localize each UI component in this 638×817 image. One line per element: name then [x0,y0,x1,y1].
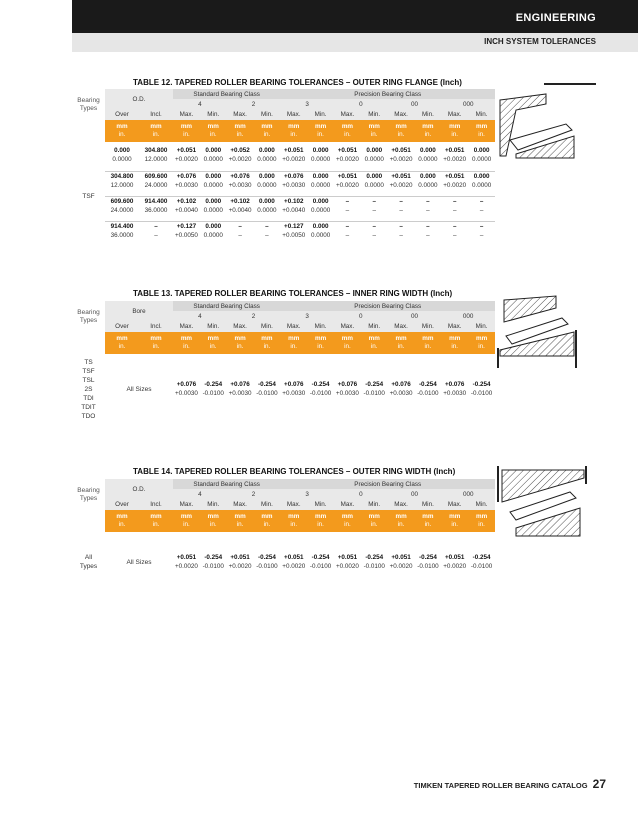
incl-value: – – [139,221,173,246]
class-header: 3 [280,489,334,499]
tolerance-value: +0.051 +0.0020 [174,554,198,570]
incl-value: 609.600 24.0000 [139,171,173,196]
catalog-name: TIMKEN TAPERED ROLLER BEARING CATALOG [413,781,588,790]
tolerance-value: +0.051 +0.0020 [335,554,359,570]
bearing-type: TSF [82,192,95,200]
unit-cell: mm in. [361,332,388,354]
max-header: Max. [227,321,254,332]
class-header: 000 [441,99,495,109]
unit-cell: mm in. [139,332,173,354]
max-header: Max. [173,109,200,120]
unit-cell: mm in. [468,120,495,142]
unit-cell: mm in. [173,332,200,354]
min-header: Min. [414,321,441,332]
tolerance-value: +0.051 +0.0020 [282,147,306,163]
tolerance-value: – – [388,196,415,221]
tolerance-value: -0.254 -0.0100 [256,554,278,570]
min-header: Min. [361,499,388,510]
tolerance-value: -0.254 -0.0100 [363,554,385,570]
unit-cell: mm in. [254,120,281,142]
unit-cell: mm in. [414,510,441,532]
unit-cell: mm in. [361,510,388,532]
unit-cell: mm in. [468,332,495,354]
tolerance-value: +0.127 +0.0050 [173,221,200,246]
tolerance-value: 0.000 0.0000 [200,171,227,196]
class-header: 4 [173,99,227,109]
tolerance-value: – – [468,221,495,246]
table-12-title: TABLE 12. TAPERED ROLLER BEARING TOLERANCES – OUTER RING FLANGE (Inch) [133,78,462,87]
incl-header: Incl. [139,499,173,510]
tolerance-value: 0.000 0.0000 [254,196,281,221]
min-header: Min. [200,109,227,120]
page-footer [414,777,606,791]
table-14 [72,479,495,592]
unit-cell: mm in. [200,120,227,142]
tolerance-value: 0.000 0.0000 [414,171,441,196]
over-value: 304.800 12.0000 [105,171,139,196]
incl-header: Incl. [139,321,173,332]
precision-class-header: Precision Bearing Class [280,479,495,489]
tolerance-value: +0.051 +0.0020 [282,554,306,570]
class-header: 2 [227,99,281,109]
page-number: 27 [592,777,606,791]
tolerance-value: – – [361,221,388,246]
unit-cell: mm in. [441,120,468,142]
max-header: Max. [334,321,361,332]
tolerance-value: – – [414,196,441,221]
section-title: ENGINEERING [515,12,596,24]
unit-cell: mm in. [173,510,200,532]
unit-cell: mm in. [414,332,441,354]
max-header: Max. [441,321,468,332]
max-header: Max. [334,499,361,510]
min-header: Min. [200,499,227,510]
min-header: Min. [414,109,441,120]
class-header: 00 [388,99,442,109]
tolerance-value: +0.051 +0.0020 [334,171,361,196]
unit-cell: mm in. [388,332,415,354]
max-header: Max. [227,499,254,510]
tolerance-value: +0.076 +0.0030 [173,171,200,196]
unit-cell: mm in. [441,510,468,532]
size-header: O.D. [105,479,173,499]
unit-cell: mm in. [173,120,200,142]
max-header: Max. [388,321,415,332]
tolerance-value: – – [227,221,254,246]
min-header: Min. [254,109,281,120]
unit-cell: mm in. [307,510,334,532]
class-header: 000 [441,489,495,499]
tolerance-value: – – [468,196,495,221]
standard-class-header: Standard Bearing Class [173,479,280,489]
subheader-bar [72,33,638,52]
tolerance-value: +0.076 +0.0030 [389,381,413,397]
min-header: Min. [361,109,388,120]
unit-cell: mm in. [105,510,139,532]
tolerance-value: 0.000 0.0000 [364,147,384,163]
class-header: 3 [280,99,334,109]
tolerance-value: +0.076 +0.0030 [335,381,359,397]
class-header: 000 [441,311,495,321]
table-row [72,146,495,171]
precision-class-header: Precision Bearing Class [280,301,495,311]
class-header: 00 [388,489,442,499]
header-bar [72,0,638,33]
min-header: Min. [253,321,280,332]
all-sizes: All Sizes [126,558,152,566]
min-header: Min. [468,109,495,120]
min-header: Min. [307,321,334,332]
max-header: Max. [280,321,307,332]
tolerance-value: +0.051 +0.0020 [335,147,359,163]
class-header: 2 [227,311,281,321]
tolerance-value: 0.000 0.0000 [254,171,281,196]
class-header: 4 [173,489,227,499]
tolerance-value: +0.102 +0.0040 [280,196,307,221]
over-header: Over [105,109,139,120]
tolerance-value: 0.000 0.0000 [471,147,492,163]
tolerance-value: +0.051 +0.0020 [174,147,198,163]
bearing-types-header: Bearing Types [72,301,105,332]
tolerance-value: +0.076 +0.0030 [280,171,307,196]
unit-cell: mm in. [307,332,334,354]
tolerance-value: – – [441,221,468,246]
incl-value: 304.800 12.0000 [144,147,168,163]
unit-cell: mm in. [334,510,361,532]
table-row [72,196,495,221]
unit-cell: mm in. [334,332,361,354]
over-value: 0.000 0.0000 [112,147,132,163]
standard-class-header: Standard Bearing Class [173,89,280,99]
max-header: Max. [173,321,200,332]
tolerance-value: +0.051 +0.0020 [389,147,413,163]
table-14-title: TABLE 14. TAPERED ROLLER BEARING TOLERANCES – OUTER RING WIDTH (Inch) [133,467,456,476]
min-header: Min. [414,499,441,510]
class-header: 00 [388,311,442,321]
tolerance-value: +0.051 +0.0020 [443,554,467,570]
unit-cell: mm in. [227,332,254,354]
class-header: 0 [334,311,388,321]
over-value: 609.600 24.0000 [105,196,139,221]
tolerance-value: -0.254 -0.0100 [470,554,493,570]
tolerance-value: +0.076 +0.0030 [227,171,254,196]
table-row [72,171,495,196]
all-sizes: All Sizes [126,385,152,393]
standard-class-header: Standard Bearing Class [173,301,280,311]
unit-cell: mm in. [139,510,173,532]
bearing-type: TS TSF TSL 2S TDI TDIT TDO [81,358,96,420]
min-header: Min. [361,321,388,332]
class-header: 2 [227,489,281,499]
tolerance-value: +0.102 +0.0040 [173,196,200,221]
over-header: Over [105,321,139,332]
unit-cell: mm in. [468,510,495,532]
max-header: Max. [388,109,415,120]
max-header: Max. [334,109,361,120]
bearing-type: All Types [79,554,98,570]
table-12 [72,89,495,246]
tolerance-value: +0.052 +0.0020 [228,147,252,163]
max-header: Max. [280,499,307,510]
tolerance-value: -0.254 -0.0100 [417,381,439,397]
unit-cell: mm in. [334,120,361,142]
min-header: Min. [468,321,495,332]
min-header: Min. [307,109,334,120]
tolerance-value: -0.254 -0.0100 [417,554,439,570]
tolerance-value: +0.076 +0.0030 [228,381,252,397]
tolerance-value: -0.254 -0.0100 [309,381,332,397]
subsection-title: INCH SYSTEM TOLERANCES [484,37,596,46]
tolerance-value: – – [388,221,415,246]
tolerance-value: 0.000 0.0000 [200,196,227,221]
tolerance-value: -0.254 -0.0100 [309,554,332,570]
tolerance-value: – – [361,196,388,221]
unit-cell: mm in. [105,120,139,142]
tolerance-value: +0.051 +0.0020 [228,554,252,570]
tolerance-value: +0.076 +0.0030 [174,381,198,397]
outer-ring-width-drawing [496,462,608,542]
incl-header: Incl. [139,109,173,120]
tolerance-value: +0.076 +0.0030 [443,381,467,397]
tolerance-value: -0.254 -0.0100 [470,381,493,397]
table-row [72,221,495,246]
tolerance-value: 0.000 0.0000 [200,221,227,246]
table-13 [72,301,495,424]
tolerance-value: +0.076 +0.0030 [282,381,306,397]
tolerance-value: +0.051 +0.0020 [441,171,468,196]
max-header: Max. [388,499,415,510]
tolerance-value: -0.254 -0.0100 [202,554,224,570]
precision-class-header: Precision Bearing Class [280,89,495,99]
min-header: Min. [307,499,334,510]
tolerance-value: +0.051 +0.0020 [443,147,467,163]
inner-ring-width-drawing [496,292,608,372]
min-header: Min. [200,321,227,332]
unit-cell: mm in. [105,332,139,354]
tolerance-value: 0.000 0.0000 [418,147,438,163]
tolerance-value: +0.102 +0.0040 [227,196,254,221]
unit-cell: mm in. [307,120,334,142]
tolerance-value: -0.254 -0.0100 [256,381,278,397]
tolerance-value: 0.000 0.0000 [361,171,388,196]
tolerance-value: 0.000 0.0000 [468,171,495,196]
over-header: Over [105,499,139,510]
bearing-types-header: Bearing Types [72,479,105,510]
table-row [72,532,495,592]
min-header: Min. [254,499,281,510]
unit-cell: mm in. [441,332,468,354]
table-row [72,354,495,424]
tolerance-value: – – [334,221,361,246]
outer-ring-flange-drawing [496,82,608,162]
unit-cell: mm in. [361,120,388,142]
over-value: 914.400 36.0000 [105,221,139,246]
max-header: Max. [280,109,307,120]
tolerance-value: -0.254 -0.0100 [363,381,385,397]
tolerance-value: 0.000 0.0000 [307,221,334,246]
unit-cell: mm in. [414,120,441,142]
unit-cell: mm in. [227,510,254,532]
tolerance-value: – – [414,221,441,246]
unit-cell: mm in. [280,510,307,532]
unit-cell: mm in. [139,120,173,142]
tolerance-value: 0.000 0.0000 [257,147,277,163]
class-header: 0 [334,489,388,499]
class-header: 3 [280,311,334,321]
tolerance-value: – – [441,196,468,221]
unit-cell: mm in. [280,120,307,142]
tolerance-value: – – [334,196,361,221]
unit-cell: mm in. [388,510,415,532]
unit-cell: mm in. [253,332,280,354]
table-13-title: TABLE 13. TAPERED ROLLER BEARING TOLERANCES – INNER RING WIDTH (Inch) [133,289,453,298]
tolerance-value: – – [254,221,281,246]
max-header: Max. [441,109,468,120]
tolerance-value: +0.051 +0.0020 [388,171,415,196]
tolerance-value: 0.000 0.0000 [310,147,331,163]
min-header: Min. [468,499,495,510]
unit-cell: mm in. [388,120,415,142]
class-header: 4 [173,311,227,321]
tolerance-value: +0.127 +0.0050 [280,221,307,246]
max-header: Max. [173,499,200,510]
tolerance-value: +0.051 +0.0020 [389,554,413,570]
unit-cell: mm in. [200,510,227,532]
max-header: Max. [227,109,254,120]
max-header: Max. [441,499,468,510]
unit-cell: mm in. [227,120,254,142]
unit-cell: mm in. [254,510,281,532]
size-header: Bore [105,301,173,321]
unit-cell: mm in. [280,332,307,354]
tolerance-value: 0.000 0.0000 [307,196,334,221]
tolerance-value: 0.000 0.0000 [203,147,223,163]
class-header: 0 [334,99,388,109]
tolerance-value: -0.254 -0.0100 [202,381,224,397]
size-header: O.D. [105,89,173,109]
bearing-types-header: Bearing Types [72,89,105,120]
unit-cell: mm in. [200,332,227,354]
incl-value: 914.400 36.0000 [139,196,173,221]
tolerance-value: 0.000 0.0000 [307,171,334,196]
